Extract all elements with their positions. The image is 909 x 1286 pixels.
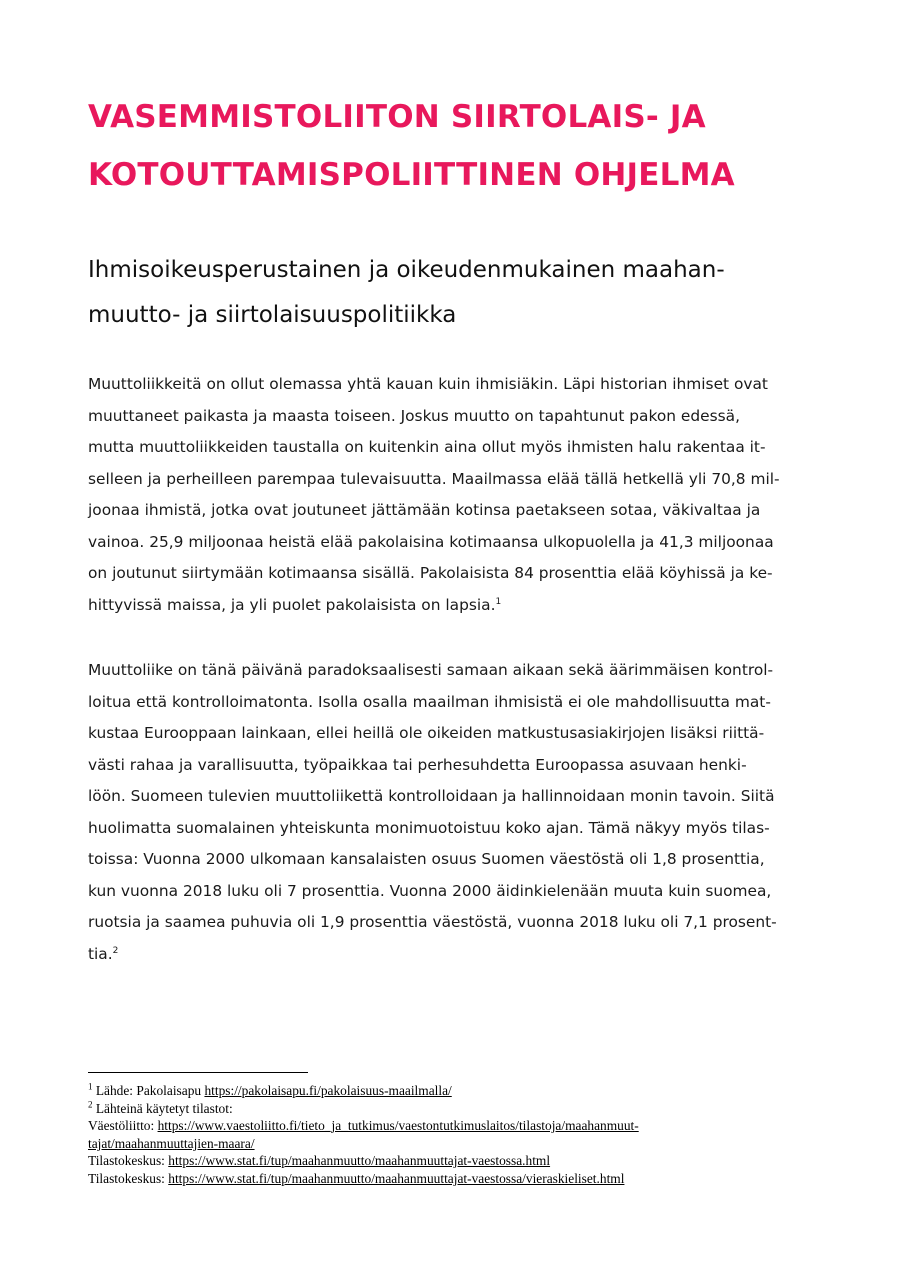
paragraph-1-line: on joutunut siirtymään kotimaansa sisällä. Pakolaisista 84 prosenttia elää köyhissä ja ke- [88,564,773,582]
paragraph-2-line: Muuttoliike on tänä päivänä paradoksaalisesti samaan aikaan sekä äärimmäisen kontrol- [88,661,774,679]
source-link[interactable]: https://www.vaestoliitto.fi/tieto_ja_tutkimus/vaestontutkimuslaitos/tilastoja/maahanmuut- [157,1118,639,1134]
paragraph-1-line: Muuttoliikkeitä on ollut olemassa yhtä kauan kuin ihmisiäkin. Läpi historian ihmiset ovat [88,375,768,393]
footnotes [88,1082,848,1188]
paragraph-1-line: muuttaneet paikasta ja maasta toiseen. Joskus muutto on tapahtunut pakon edessä, [88,406,740,425]
source-row [88,1117,848,1135]
source-label: Tilastokeskus: [88,1170,169,1186]
source-label: Väestöliitto: [88,1118,158,1134]
section-heading-line-2: muutto- ja siirtolaisuuspolitiikka [88,302,457,328]
footnote-ref-1[interactable]: 1 [495,596,502,607]
footnote-divider [88,1072,308,1073]
source-link-continued[interactable]: tajat/maahanmuuttajien-maara/ [88,1135,255,1151]
source-row [88,1152,848,1170]
paragraph-1-line: joonaa ihmistä, jotka ovat joutuneet jättämään kotinsa paetakseen sotaa, väkivaltaa ja [88,501,761,519]
source-link[interactable]: https://www.stat.fi/tup/maahanmuutto/maahanmuuttajat-vaestossa/vieraskieliset.html [168,1170,625,1186]
source-link[interactable]: https://www.stat.fi/tup/maahanmuutto/maahanmuuttajat-vaestossa.html [168,1153,551,1169]
footnote-1 [88,1082,848,1100]
footnote-1-link[interactable]: https://pakolaisapu.fi/pakolaisuus-maailmalla/ [204,1083,452,1098]
source-label: Tilastokeskus: [88,1153,169,1169]
paragraph-1-line-last [88,590,828,622]
paragraph-1 [88,369,828,621]
footnote-2-number: 2 [88,1099,93,1110]
paragraph-2-line-text: tia. [88,944,113,963]
paragraph-2-line-last [88,939,828,971]
paragraph-1-line: vainoa. 25,9 miljoonaa heistä elää pakolaisina kotimaansa ulkopuolella ja 41,3 miljoonaa [88,532,774,551]
paragraph-2-line: kun vuonna 2018 luku oli 7 prosenttia. Vuonna 2000 äidinkielenään muuta kuin suomea, [88,881,772,900]
paragraph-2-line: kustaa Eurooppaan lainkaan, ellei heillä ole oikeiden matkustusasiakirjojen lisäksi riittä- [88,724,765,742]
source-row-continued [88,1135,848,1153]
section-heading-line-1: Ihmisoikeusperustainen ja oikeudenmukainen maahan- [88,257,725,283]
paragraph-2-line: västi rahaa ja varallisuutta, työpaikkaa tai perhesuhdetta Euroopassa asuvaan henki- [88,755,747,774]
section-heading [88,248,848,338]
source-row [88,1170,848,1188]
paragraph-2-line: loitua että kontrolloimatonta. Isolla osalla maailman ihmisistä ei ole mahdollisuutta mat- [88,692,771,711]
paragraph-1-line-text: hittyvissä maissa, ja yli puolet pakolaisista on lapsia. [88,595,496,614]
footnote-1-number: 1 [88,1081,93,1092]
footnote-ref-2[interactable]: 2 [112,945,119,956]
footnote-2-text: Lähteinä käytetyt tilastot: [92,1100,233,1116]
paragraph-1-line: selleen ja perheilleen parempaa tulevaisuutta. Maailmassa elää tällä hetkellä yli 70,8 mil- [88,469,780,488]
paragraph-2-line: löön. Suomeen tulevien muuttoliikettä kontrolloidaan ja hallinnoidaan monin tavoin. Siitä [88,787,775,805]
footnote-2 [88,1100,848,1118]
title-line-1: VASEMMISTOLIITON SIIRTOLAIS- JA [88,99,706,135]
paragraph-2-line: huolimatta suomalainen yhteiskunta monimuotoistuu koko ajan. Tämä näkyy myös tilas- [88,818,770,837]
paragraph-2-line: ruotsia ja saamea puhuvia oli 1,9 prosenttia väestöstä, vuonna 2018 luku oli 7,1 prosent- [88,913,777,931]
paragraph-2 [88,655,828,970]
title-line-2: KOTOUTTAMISPOLIITTINEN OHJELMA [88,157,735,193]
page-title [88,88,868,204]
paragraph-1-line: mutta muuttoliikkeiden taustalla on kuitenkin aina ollut myös ihmisten halu rakentaa it- [88,438,766,456]
footnote-1-text: Lähde: Pakolaisapu [92,1083,205,1098]
paragraph-2-line: toissa: Vuonna 2000 ulkomaan kansalaisten osuus Suomen väestöstä oli 1,8 prosenttia, [88,850,765,868]
